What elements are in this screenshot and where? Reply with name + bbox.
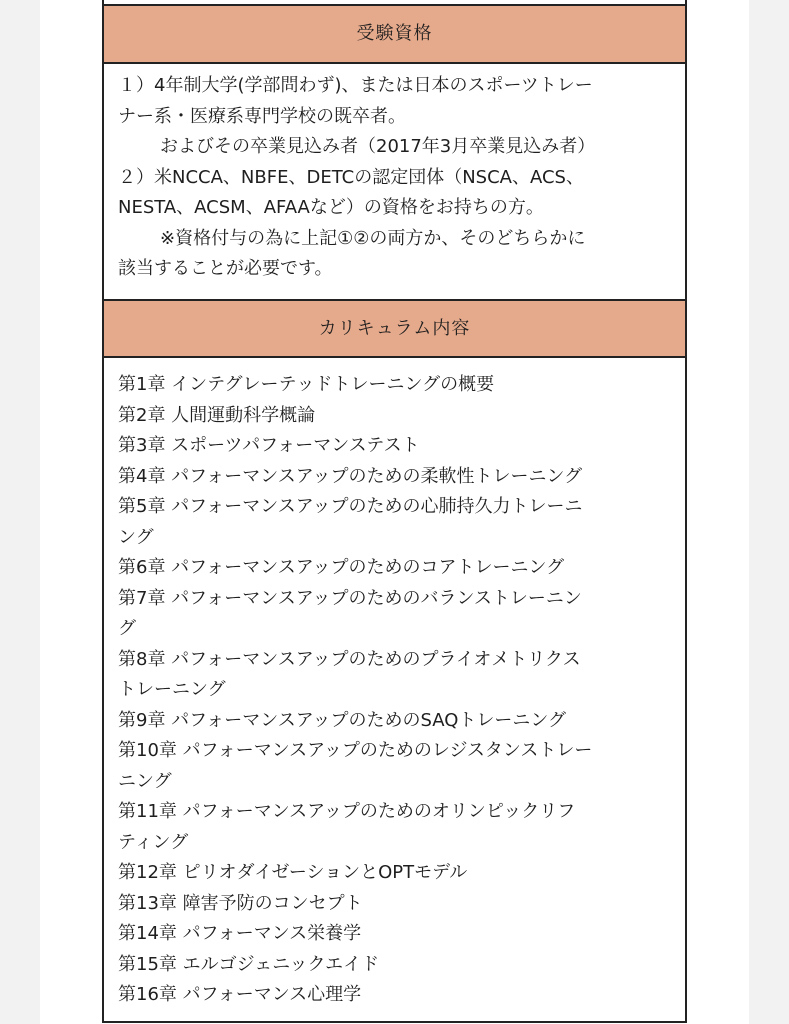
- qualification-line: およびその卒業見込み者（2017年3月卒業見込み者）: [160, 136, 596, 157]
- chapter-line: 第13章 障害予防のコンセプト: [118, 892, 363, 914]
- chapter-line: ティング: [118, 831, 189, 853]
- chapter-line: トレーニング: [118, 679, 226, 700]
- chapter-line: 第6章 パフォーマンスアップのためのコアトレーニング: [118, 557, 565, 578]
- chapter-line: ング: [118, 526, 154, 548]
- chapter-line: 第2章 人間運動科学概論: [118, 404, 316, 426]
- chapter-line: 第12章 ピリオダイゼーションとOPTモデル: [118, 862, 468, 883]
- qualification-line: ２）米NCCA、NBFE、DETCの認定団体（NSCA、ACS、: [118, 166, 584, 188]
- chapter-line: 第4章 パフォーマンスアップのための柔軟性トレーニング: [118, 465, 583, 487]
- curriculum-header: カリキュラム内容: [104, 301, 685, 358]
- chapter-line: ニング: [118, 770, 172, 792]
- info-table: [102, 0, 687, 1023]
- chapter-line: 第14章 パフォーマンス栄養学: [118, 923, 362, 944]
- chapter-line: 第9章 パフォーマンスアップのためのSAQトレーニング: [118, 709, 567, 731]
- curriculum-content: [104, 358, 685, 1021]
- chapter-line: 第7章 パフォーマンスアップのためのバランストレーニン: [118, 587, 582, 609]
- chapter-line: 第11章 パフォーマンスアップのためのオリンピックリフ: [118, 801, 576, 822]
- qualification-line: ナー系・医療系専門学校の既卒者。: [118, 105, 406, 127]
- qualification-line: 該当することが必要です。: [118, 258, 333, 279]
- chapter-line: 第15章 エルゴジェニックエイド: [118, 953, 380, 975]
- page-content: [40, 0, 749, 1024]
- chapter-line: 第1章 インテグレーテッドトレーニングの概要: [118, 374, 495, 395]
- chapter-line: 第10章 パフォーマンスアップのためのレジスタンストレー: [118, 740, 593, 761]
- qualification-content: [104, 64, 685, 301]
- chapter-line: 第3章 スポーツパフォーマンステスト: [118, 435, 420, 456]
- chapter-line: 第8章 パフォーマンスアップのためのプライオメトリクス: [118, 648, 581, 670]
- chapter-line: 第5章 パフォーマンスアップのための心肺持久力トレーニ: [118, 496, 583, 517]
- qualification-header: 受験資格: [104, 6, 685, 64]
- chapter-line: 第16章 パフォーマンス心理学: [118, 984, 362, 1005]
- qualification-line: ※資格付与の為に上記①②の両方か、そのどちらかに: [160, 227, 586, 249]
- chapter-line: グ: [118, 618, 136, 639]
- qualification-line: １）4年制大学(学部問わず)、または日本のスポーツトレー: [118, 75, 593, 96]
- qualification-line: NESTA、ACSM、AFAAなど）の資格をお持ちの方。: [118, 197, 544, 218]
